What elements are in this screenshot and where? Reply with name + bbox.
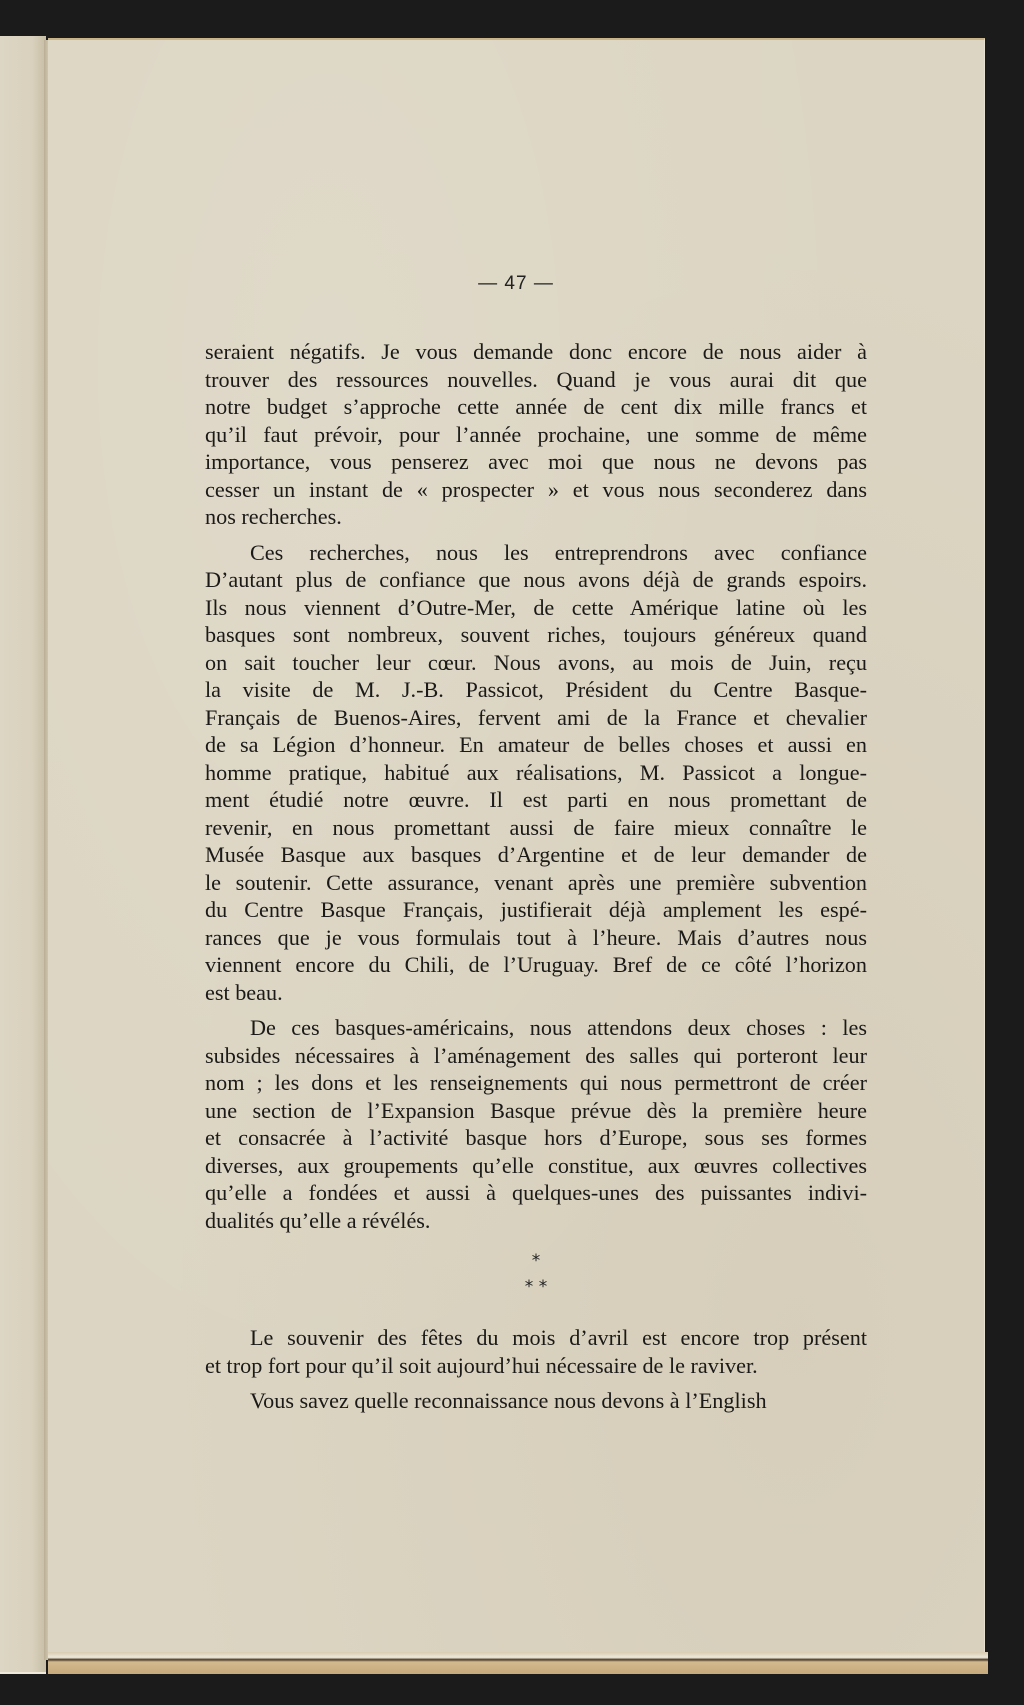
text-line: subsides nécessaires à l’aménagement des salles qui porteront leur bbox=[205, 1042, 867, 1068]
text-line: qu’il faut prévoir, pour l’année prochaine, une somme de même bbox=[205, 421, 867, 447]
text-line: et trop fort pour qu’il soit aujourd’hui nécessaire de le raviver. bbox=[205, 1352, 758, 1378]
text-line: seraient négatifs. Je vous demande donc encore de nous aider à bbox=[205, 339, 867, 364]
text-line: basques sont nombreux, souvent riches, toujours généreux quand bbox=[205, 622, 867, 647]
text-line: du Centre Basque Français, justifierait déjà amplement les espé- bbox=[205, 897, 867, 922]
text-line: est beau. bbox=[205, 979, 283, 1005]
text-line: D’autant plus de confiance que nous avons déjà de grands espoirs. bbox=[205, 567, 867, 592]
text-line: la visite de M. J.-B. Passicot, Président du Centre Basque- bbox=[205, 677, 867, 702]
paragraph bbox=[205, 1387, 867, 1415]
text-line: Ils nous viennent d’Outre-Mer, de cette Amérique latine où les bbox=[205, 594, 867, 620]
paragraph bbox=[205, 1324, 867, 1379]
book-page bbox=[48, 38, 985, 1662]
text-line: on sait toucher leur cœur. Nous avons, au mois de Juin, reçu bbox=[205, 649, 867, 675]
asterism-top: * bbox=[531, 1251, 541, 1271]
paragraphs-before-break bbox=[205, 338, 867, 1234]
text-line: notre budget s’approche cette année de cent dix mille francs et bbox=[205, 394, 867, 419]
text-line: Le souvenir des fêtes du mois d’avril est encore trop présent bbox=[250, 1325, 867, 1350]
paragraph-gap bbox=[205, 1379, 867, 1387]
text-line: viennent encore du Chili, de l’Uruguay. Bref de ce côté l’horizon bbox=[205, 952, 867, 977]
text-line: Vous savez quelle reconnaissance nous devons à l’English bbox=[250, 1388, 767, 1413]
asterism-bottom: * * bbox=[524, 1277, 548, 1297]
section-break-asterism bbox=[205, 1248, 867, 1300]
paragraphs-after-break bbox=[205, 1324, 867, 1415]
text-line: de sa Légion d’honneur. En amateur de belles choses et aussi en bbox=[205, 732, 867, 757]
paragraph bbox=[205, 1014, 867, 1234]
text-line: revenir, en nous promettant aussi de faire mieux connaître le bbox=[205, 814, 867, 840]
text-line: une section de l’Expansion Basque prévue dès la première heure bbox=[205, 1097, 867, 1123]
text-line: Ces recherches, nous les entreprendrons avec confiance bbox=[250, 539, 867, 565]
text-line: De ces basques-américains, nous attendons deux choses : les bbox=[250, 1015, 867, 1040]
text-line: importance, vous penserez avec moi que nous ne devons pas bbox=[205, 449, 867, 474]
text-line: le soutenir. Cette assurance, venant après une première subvention bbox=[205, 869, 867, 895]
body-text bbox=[205, 338, 867, 1415]
paragraph bbox=[205, 539, 867, 1007]
text-line: trouver des ressources nouvelles. Quand je vous aurai dit que bbox=[205, 366, 867, 392]
text-line: diverses, aux groupements qu’elle constitue, aux œuvres collectives bbox=[205, 1152, 867, 1178]
text-line: et consacrée à l’activité basque hors d’Europe, sous ses formes bbox=[205, 1125, 867, 1150]
paragraph-gap bbox=[205, 531, 867, 539]
text-line: nos recherches. bbox=[205, 504, 342, 529]
paragraph-gap bbox=[205, 1006, 867, 1014]
facing-page-edge bbox=[0, 36, 46, 1674]
text-line: dualités qu’elle a révélés. bbox=[205, 1207, 431, 1233]
page-number: — 47 — bbox=[478, 273, 554, 294]
paragraph bbox=[205, 338, 867, 531]
text-line: homme pratique, habitué aux réalisations, M. Passicot a longue- bbox=[205, 759, 867, 785]
text-line: qu’elle a fondées et aussi à quelques-unes des puissantes indivi- bbox=[205, 1180, 867, 1205]
text-line: Musée Basque aux basques d’Argentine et de leur demander de bbox=[205, 842, 867, 867]
page-stack-edges bbox=[48, 1652, 988, 1674]
text-line: ment étudié notre œuvre. Il est parti en nous promettant de bbox=[205, 787, 867, 812]
text-line: cesser un instant de « prospecter » et vous nous seconderez dans bbox=[205, 476, 867, 502]
text-line: nom ; les dons et les renseignements qui nous permettront de créer bbox=[205, 1070, 867, 1095]
text-line: Français de Buenos-Aires, fervent ami de la France et chevalier bbox=[205, 704, 867, 730]
text-line: rances que je vous formulais tout à l’heure. Mais d’autres nous bbox=[205, 924, 867, 950]
